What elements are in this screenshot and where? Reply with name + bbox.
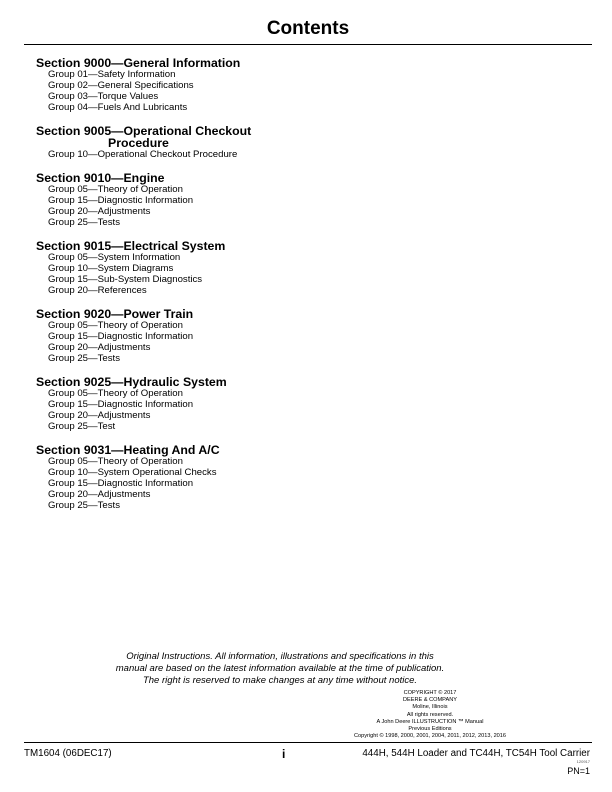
group-item[interactable]: Group 25—Test	[48, 421, 116, 432]
copyright-line: Moline, Illinois	[412, 704, 448, 711]
copyright-line: DEERE & COMPANY	[403, 697, 457, 704]
group-item[interactable]: Group 02—General Specifications	[48, 80, 194, 91]
page-number: i	[282, 747, 286, 761]
section-title[interactable]: Section 9000—General Information	[36, 56, 241, 70]
group-item[interactable]: Group 20—Adjustments	[48, 206, 151, 217]
section-title-text: Section 9005—Operational Checkout	[36, 124, 252, 138]
group-item[interactable]: Group 05—System Information	[48, 252, 181, 263]
date-code: 120917	[576, 759, 590, 764]
group-item[interactable]: Group 15—Sub-System Diagnostics	[48, 274, 203, 285]
section-9025	[36, 376, 576, 432]
copyright-block	[350, 690, 510, 740]
group-item[interactable]: Group 05—Theory of Operation	[48, 184, 183, 195]
group-item[interactable]: Group 10—System Operational Checks	[48, 467, 217, 478]
section-title-continued: Procedure	[108, 136, 169, 150]
copyright-line: A John Deere ILLUSTRUCTION ™ Manual	[376, 718, 484, 725]
section-title[interactable]: Section 9025—Hydraulic System	[36, 375, 227, 389]
group-item[interactable]: Group 20—Adjustments	[48, 410, 151, 421]
group-item[interactable]: Group 05—Theory of Operation	[48, 456, 183, 467]
group-item[interactable]: Group 03—Torque Values	[48, 91, 159, 102]
footer-rule	[24, 742, 592, 743]
header-rule	[24, 44, 592, 45]
group-item[interactable]: Group 25—Tests	[48, 353, 120, 364]
group-item[interactable]: Group 10—System Diagrams	[48, 263, 174, 274]
notice-line: The right is reserved to make changes at any time without notice.	[142, 675, 418, 686]
section-9005	[36, 125, 576, 160]
section-title[interactable]	[36, 125, 576, 149]
group-item[interactable]: Group 15—Diagnostic Information	[48, 195, 194, 206]
contents-list	[36, 57, 576, 523]
group-item[interactable]: Group 25—Tests	[48, 500, 120, 511]
section-title[interactable]: Section 9010—Engine	[36, 171, 165, 185]
copyright-line: COPYRIGHT © 2017	[403, 690, 457, 696]
section-title[interactable]: Section 9031—Heating And A/C	[36, 443, 220, 457]
page-title: Contents	[266, 18, 350, 39]
copyright-line: All rights reserved.	[406, 711, 454, 718]
notice-line: manual are based on the latest information available at the time of publication.	[115, 663, 445, 674]
section-9020	[36, 308, 576, 364]
group-item[interactable]: Group 04—Fuels And Lubricants	[48, 102, 188, 113]
original-instructions-notice	[60, 651, 500, 687]
group-item[interactable]: Group 15—Diagnostic Information	[48, 399, 194, 410]
notice-line: Original Instructions. All information, illustrations and specifications in this	[126, 651, 434, 662]
group-item[interactable]: Group 10—Operational Checkout Procedure	[48, 149, 238, 160]
section-9010	[36, 172, 576, 228]
section-title[interactable]: Section 9015—Electrical System	[36, 239, 226, 253]
copyright-line: Previous Editions	[408, 726, 452, 733]
pn-number: PN=1	[567, 766, 590, 776]
group-item[interactable]: Group 20—Adjustments	[48, 489, 151, 500]
group-item[interactable]: Group 25—Tests	[48, 217, 120, 228]
manual-number: TM1604 (06DEC17)	[24, 748, 112, 759]
group-item[interactable]: Group 20—References	[48, 285, 147, 296]
group-item[interactable]: Group 05—Theory of Operation	[48, 320, 183, 331]
group-item[interactable]: Group 15—Diagnostic Information	[48, 478, 194, 489]
group-item[interactable]: Group 20—Adjustments	[48, 342, 151, 353]
section-9000	[36, 57, 576, 113]
manual-title: 444H, 544H Loader and TC44H, TC54H Tool Carrier	[362, 748, 590, 759]
section-9031	[36, 444, 576, 511]
section-title[interactable]: Section 9020—Power Train	[36, 307, 194, 321]
group-item[interactable]: Group 05—Theory of Operation	[48, 388, 183, 399]
copyright-line: Copyright © 1998, 2000, 2001, 2004, 2011, 2012, 2013, 2016	[353, 733, 507, 740]
group-item[interactable]: Group 15—Diagnostic Information	[48, 331, 194, 342]
group-item[interactable]: Group 01—Safety Information	[48, 69, 176, 80]
section-9015	[36, 240, 576, 296]
